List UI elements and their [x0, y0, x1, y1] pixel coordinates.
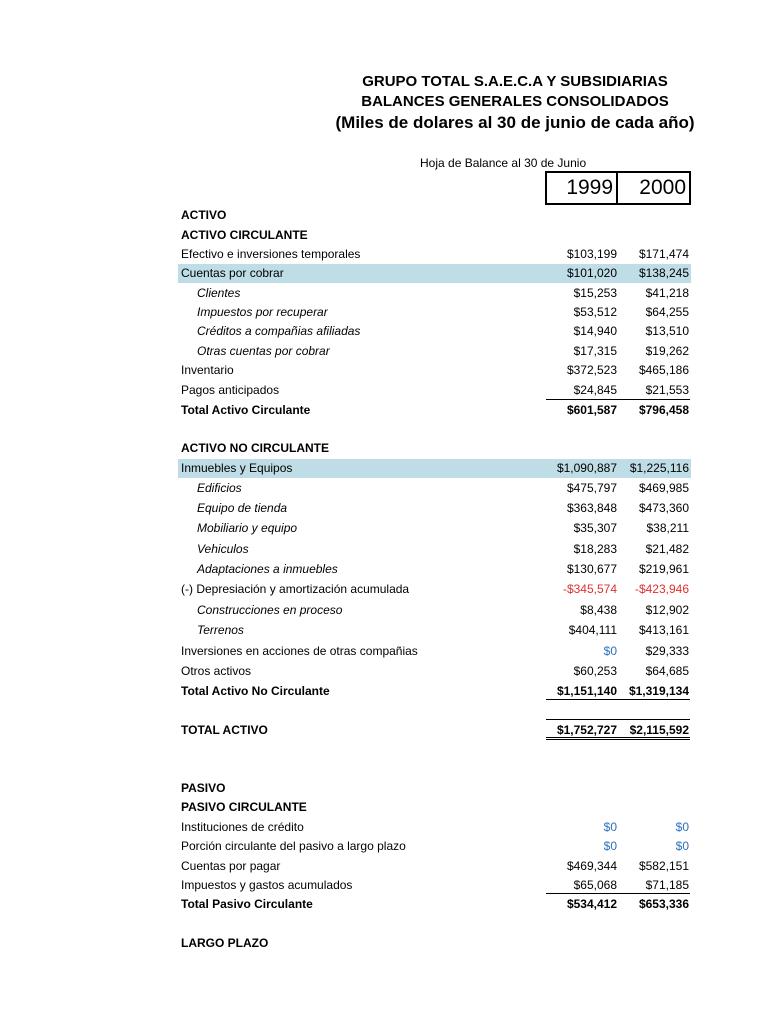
- table-row: [178, 381, 691, 400]
- total-underline: [546, 719, 690, 720]
- value-1999: $53,512: [573, 305, 617, 319]
- value-2000: $796,458: [638, 403, 689, 417]
- value-1999: $15,253: [573, 286, 617, 300]
- value-1999: $469,344: [566, 859, 617, 873]
- table-row: [178, 226, 691, 245]
- row-label: Impuestos por recuperar: [197, 305, 328, 319]
- row-label: PASIVO: [181, 781, 226, 795]
- value-2000: $473,360: [638, 501, 689, 515]
- table-row: [178, 601, 691, 620]
- row-label: ACTIVO CIRCULANTE: [181, 228, 308, 242]
- table-row: [178, 621, 691, 640]
- value-1999: $0: [603, 644, 617, 658]
- table-row: [178, 499, 691, 518]
- table-row: [178, 342, 691, 361]
- value-1999: $60,253: [573, 664, 617, 678]
- value-1999: $0: [603, 839, 617, 853]
- table-row: [178, 779, 691, 798]
- row-label: Construcciones en proceso: [197, 603, 343, 617]
- value-2000: $2,115,592: [629, 723, 689, 737]
- total-underline: [546, 893, 690, 894]
- value-2000: $219,961: [638, 562, 689, 576]
- table-row: [178, 837, 691, 856]
- table-row: [178, 560, 691, 579]
- value-1999: $363,848: [566, 501, 617, 515]
- row-label: Total Activo No Circulante: [181, 684, 330, 698]
- value-2000: $71,185: [645, 878, 689, 892]
- row-label: Instituciones de crédito: [181, 820, 304, 834]
- row-label: Impuestos y gastos acumulados: [181, 878, 353, 892]
- row-label: Inmuebles y Equipos: [181, 461, 293, 475]
- value-2000: $19,262: [645, 344, 689, 358]
- table-row: [178, 580, 691, 599]
- row-label: Adaptaciones a inmuebles: [197, 562, 338, 576]
- table-row: [178, 284, 691, 303]
- value-1999: $24,845: [573, 383, 617, 397]
- row-label: PASIVO CIRCULANTE: [181, 800, 307, 814]
- row-label: Otras cuentas por cobrar: [197, 344, 330, 358]
- report-units: (Miles de dolares al 30 de junio de cada año): [335, 113, 695, 132]
- row-label: TOTAL ACTIVO: [181, 723, 268, 737]
- row-label: Clientes: [197, 286, 241, 300]
- table-row: [178, 798, 691, 817]
- row-label: Equipo de tienda: [197, 501, 288, 515]
- value-2000: $29,333: [645, 644, 689, 658]
- table-row: [178, 519, 691, 538]
- value-1999: $103,199: [566, 247, 617, 261]
- total-underline: [546, 737, 690, 738]
- table-row: [178, 206, 691, 225]
- total-underline: [546, 399, 690, 400]
- table-row: [178, 361, 691, 380]
- table-row: [178, 439, 691, 458]
- row-label: Terrenos: [197, 623, 244, 637]
- row-label: Total Activo Circulante: [181, 403, 311, 417]
- row-label: Inventario: [181, 363, 234, 377]
- total-underline: [546, 699, 690, 700]
- table-row: [178, 540, 691, 559]
- value-1999: $17,315: [573, 344, 617, 358]
- value-1999: $1,151,140: [556, 684, 617, 698]
- year-2000-header: 2000: [639, 176, 686, 199]
- table-row: [178, 642, 691, 661]
- value-2000: $138,245: [638, 266, 689, 280]
- report-subtitle: BALANCES GENERALES CONSOLIDADOS: [361, 93, 669, 110]
- table-row: [178, 934, 691, 953]
- row-label: Cuentas por cobrar: [181, 266, 284, 280]
- row-label: Créditos a compañias afiliadas: [197, 324, 361, 338]
- value-2000: $21,482: [645, 542, 689, 556]
- table-row: [178, 264, 691, 283]
- value-1999: $101,020: [566, 266, 617, 280]
- value-1999: $1,752,727: [556, 723, 617, 737]
- value-2000: $582,151: [638, 859, 689, 873]
- report-title: GRUPO TOTAL S.A.E.C.A Y SUBSIDIARIAS: [362, 73, 668, 90]
- value-2000: $0: [675, 820, 689, 834]
- value-1999: $475,797: [566, 481, 617, 495]
- row-label: Mobiliario y equipo: [197, 521, 298, 535]
- table-row: [178, 401, 691, 420]
- row-label: ACTIVO NO CIRCULANTE: [181, 441, 329, 455]
- value-1999: $601,587: [566, 403, 617, 417]
- value-2000: $12,902: [645, 603, 689, 617]
- value-1999: $0: [603, 820, 617, 834]
- row-label: Pagos anticipados: [181, 383, 280, 397]
- table-row: [178, 857, 691, 876]
- table-row: [178, 245, 691, 264]
- table-row: [178, 459, 691, 478]
- value-2000: $465,186: [638, 363, 689, 377]
- value-2000: $21,553: [645, 383, 689, 397]
- value-2000: $41,218: [645, 286, 689, 300]
- total-underline: [546, 739, 690, 740]
- row-label: LARGO PLAZO: [181, 936, 269, 950]
- value-1999: $65,068: [573, 878, 617, 892]
- table-row: [178, 322, 691, 341]
- value-1999: $130,677: [566, 562, 617, 576]
- row-label: Efectivo e inversiones temporales: [181, 247, 361, 261]
- row-label: Cuentas por pagar: [181, 859, 281, 873]
- value-1999: $8,438: [580, 603, 617, 617]
- value-2000: -$423,946: [634, 582, 689, 596]
- year-header-box: [545, 171, 691, 205]
- value-2000: $171,474: [638, 247, 689, 261]
- value-2000: $0: [675, 839, 689, 853]
- value-2000: $13,510: [645, 324, 689, 338]
- value-1999: $18,283: [573, 542, 617, 556]
- row-label: Inversiones en acciones de otras compañias: [181, 644, 418, 658]
- value-1999: $372,523: [566, 363, 617, 377]
- row-label: Porción circulante del pasivo a largo plazo: [181, 839, 406, 853]
- value-1999: $534,412: [566, 897, 617, 911]
- value-2000: $38,211: [646, 521, 689, 535]
- row-label: ACTIVO: [181, 208, 227, 222]
- row-label: Vehiculos: [197, 542, 249, 556]
- row-label: Edificios: [197, 481, 242, 495]
- table-row: [178, 303, 691, 322]
- value-2000: $469,985: [638, 481, 689, 495]
- value-1999: $404,111: [568, 623, 617, 637]
- table-row: [178, 662, 691, 681]
- table-row: [178, 895, 691, 914]
- value-2000: $64,685: [645, 664, 689, 678]
- value-2000: $1,225,116: [629, 461, 689, 475]
- value-1999: $14,940: [573, 324, 617, 338]
- value-2000: $413,161: [638, 623, 689, 637]
- value-1999: -$345,574: [562, 582, 617, 596]
- value-1999: $35,307: [573, 521, 617, 535]
- value-1999: $1,090,887: [556, 461, 617, 475]
- value-2000: $653,336: [638, 897, 689, 911]
- value-2000: $1,319,134: [628, 684, 689, 698]
- balance-date-caption: Hoja de Balance al 30 de Junio: [420, 156, 587, 170]
- year-1999-header: 1999: [547, 173, 618, 203]
- row-label: Otros activos: [181, 664, 252, 678]
- table-row: [178, 818, 691, 837]
- value-2000: $64,255: [645, 305, 689, 319]
- row-label: (-) Depresiación y amortización acumulada: [181, 582, 410, 596]
- table-row: [178, 479, 691, 498]
- row-label: Total Pasivo Circulante: [181, 897, 313, 911]
